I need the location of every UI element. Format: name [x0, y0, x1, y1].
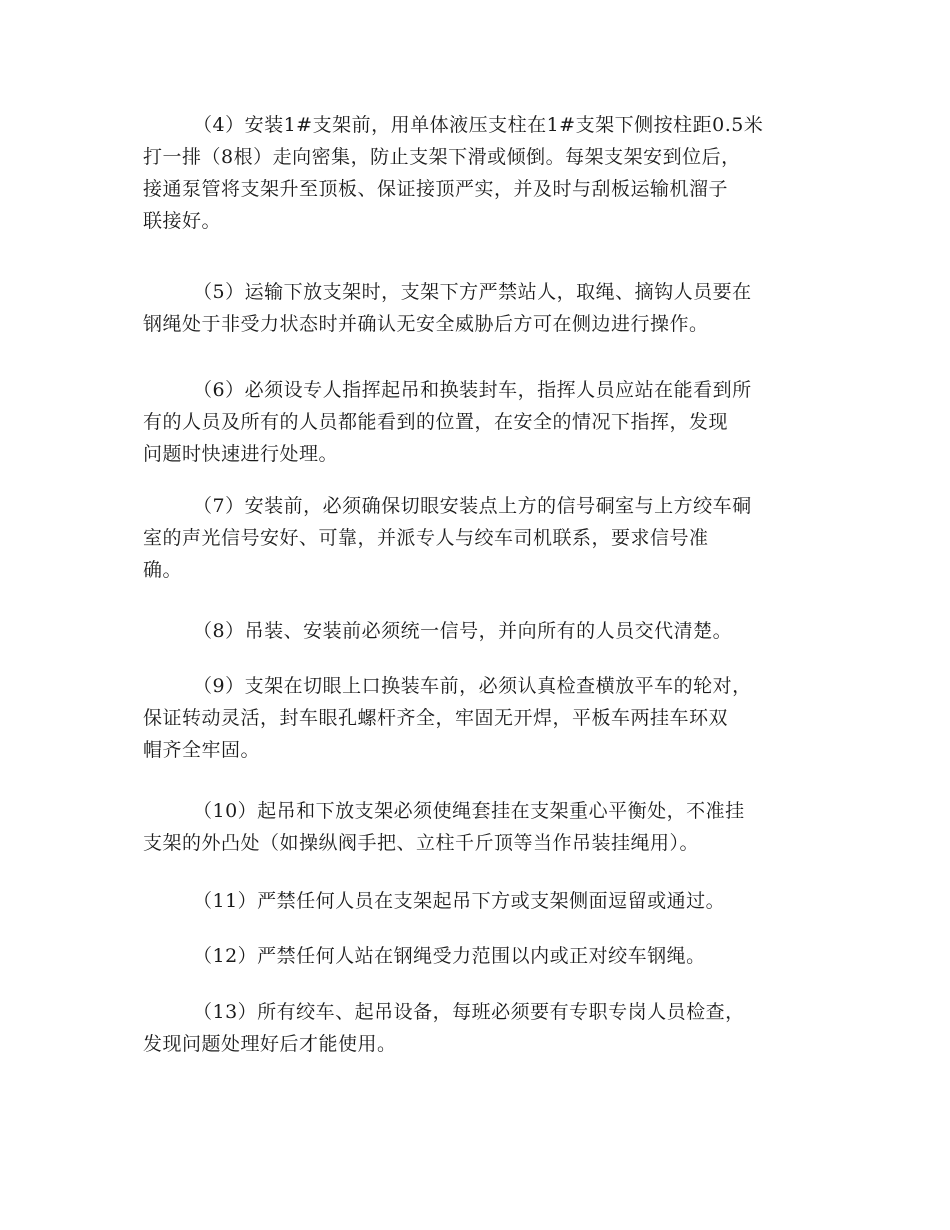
- paragraph-item-11: [143, 885, 813, 917]
- text-line: （4）安装1#支架前，用单体液压支柱在1#支架下侧按柱距0.5米: [193, 114, 764, 136]
- text-line: （6）必须设专人指挥起吊和换装封车，指挥人员应站在能看到所: [193, 379, 752, 401]
- text-line: 帽齐全牢固。: [143, 739, 261, 761]
- text-line: 打一排（8根）走向密集，防止支架下滑或倾倒。每架支架安到位后，: [143, 146, 741, 168]
- paragraph-item-12: [143, 940, 813, 972]
- paragraph-item-10: [143, 795, 813, 859]
- text-line: （13）所有绞车、起吊设备，每班必须要有专职专岗人员检查，: [193, 1001, 745, 1023]
- text-line: （7）安装前，必须确保切眼安装点上方的信号硐室与上方绞车硐: [193, 495, 752, 517]
- text-line: （10）起吊和下放支架必须使绳套挂在支架重心平衡处，不准挂: [193, 800, 745, 822]
- text-line: 联接好。: [143, 210, 222, 232]
- text-line: 发现问题处理好后才能使用。: [143, 1033, 397, 1055]
- text-line: （5）运输下放支架时，支架下方严禁站人，取绳、摘钩人员要在: [193, 281, 752, 303]
- text-line: 钢绳处于非受力状态时并确认无安全威胁后方可在侧边进行操作。: [143, 313, 709, 335]
- text-line: （9）支架在切眼上口换装车前，必须认真检查横放平车的轮对，: [193, 675, 752, 697]
- text-line: （12）严禁任何人站在钢绳受力范围以内或正对绞车钢绳。: [193, 945, 706, 967]
- paragraph-item-5: [143, 276, 813, 340]
- text-line: （11）严禁任何人员在支架起吊下方或支架侧面逗留或通过。: [193, 890, 726, 912]
- paragraph-item-7: [143, 490, 813, 586]
- text-line: 有的人员及所有的人员都能看到的位置，在安全的情况下指挥，发现: [143, 411, 729, 433]
- paragraph-item-9: [143, 670, 813, 766]
- paragraph-item-6: [143, 374, 813, 470]
- paragraph-item-13: [143, 996, 813, 1060]
- text-line: 支架的外凸处（如操纵阀手把、立柱千斤顶等当作吊装挂绳用）。: [143, 832, 700, 854]
- text-line: （8）吊装、安装前必须统一信号，并向所有的人员交代清楚。: [193, 620, 733, 642]
- text-line: 保证转动灵活，封车眼孔螺杆齐全，牢固无开焊，平板车两挂车环双: [143, 707, 729, 729]
- text-line: 室的声光信号安好、可靠，并派专人与绞车司机联系，要求信号准: [143, 527, 709, 549]
- text-line: 接通泵管将支架升至顶板、保证接顶严实，并及时与刮板运输机溜子: [143, 178, 729, 200]
- paragraph-item-8: [143, 615, 813, 647]
- text-line: 问题时快速进行处理。: [143, 443, 339, 465]
- paragraph-item-4: [143, 109, 813, 237]
- text-line: 确。: [143, 559, 183, 581]
